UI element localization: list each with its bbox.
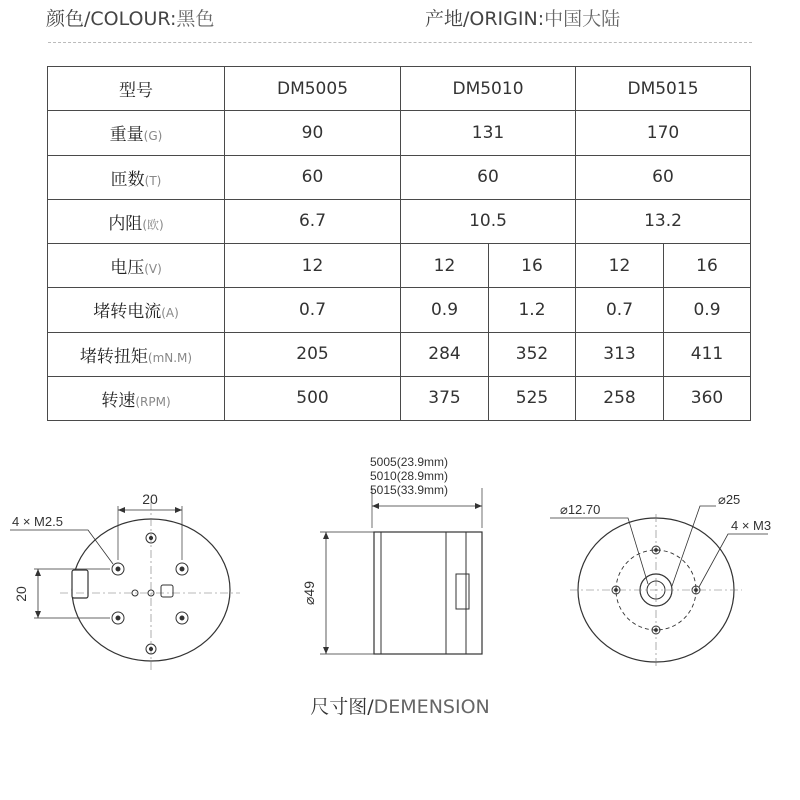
stall-current-label-text: 堵转电流: [93, 302, 162, 323]
speed-label: [48, 376, 225, 420]
table-row-model: [48, 67, 751, 111]
speed-cell: 375: [401, 376, 489, 420]
speed-cell: 500: [225, 376, 401, 420]
top-pcd-diameter: ⌀25: [718, 492, 741, 507]
bottom-holes: [112, 533, 188, 654]
weight-label-text: 重量: [109, 125, 144, 146]
table-row-resistance: [48, 199, 751, 243]
voltage-label: [48, 244, 225, 288]
side-view: [320, 488, 482, 654]
dimension-drawing: [0, 430, 800, 680]
origin-value: 中国大陆: [544, 8, 621, 30]
origin-label: 产地/ORIGIN:: [425, 8, 545, 30]
weight-cell: 131: [401, 111, 576, 155]
stall-torque-label: [48, 332, 225, 376]
speed-cell: 258: [576, 376, 664, 420]
speed-label-text: 转速: [101, 390, 136, 411]
voltage-unit: (V): [144, 262, 162, 277]
turns-label-text: 匝数: [110, 169, 145, 190]
stall-current-unit: (A): [161, 306, 179, 321]
table-row-weight: [48, 111, 751, 155]
voltage-label-text: 电压: [110, 258, 145, 279]
top-holes-label: 4 × M3: [731, 518, 772, 533]
side-length-0: 5005(23.9mm): [370, 455, 449, 469]
stall-current-label: [48, 288, 225, 332]
turns-label: [48, 155, 225, 199]
colour-info: [46, 4, 214, 31]
resistance-cell: 6.7: [225, 199, 401, 243]
model-label: 型号: [48, 67, 225, 111]
side-length-1: 5010(28.9mm): [370, 469, 449, 483]
resistance-unit: (欧): [142, 217, 164, 232]
stall-torque-unit: (mN.M): [147, 350, 193, 365]
caption-cn: 尺寸图/: [310, 696, 374, 718]
table-row-voltage: [48, 244, 751, 288]
voltage-cell: 16: [489, 244, 576, 288]
side-connector: [456, 574, 469, 609]
voltage-cell: 12: [225, 244, 401, 288]
voltage-cell: 12: [576, 244, 664, 288]
weight-cell: 170: [576, 111, 751, 155]
table-row-turns: [48, 155, 751, 199]
model-cell: DM5005: [225, 67, 401, 111]
voltage-cell: 12: [401, 244, 489, 288]
top-inner-diameter: ⌀12.70: [560, 502, 601, 517]
turns-cell: 60: [225, 155, 401, 199]
colour-value: 黑色: [176, 8, 215, 30]
stall-torque-cell: 205: [225, 332, 401, 376]
table-row-speed: [48, 376, 751, 420]
origin-info: [425, 4, 620, 31]
stall-torque-cell: 352: [489, 332, 576, 376]
weight-unit: (G): [143, 129, 163, 144]
stall-current-cell: 0.9: [664, 288, 751, 332]
caption-en: DEMENSION: [373, 696, 490, 718]
resistance-cell: 10.5: [401, 199, 576, 243]
stall-torque-cell: 284: [401, 332, 489, 376]
bottom-view-notch: [72, 570, 88, 598]
stall-torque-label-text: 堵转扭矩: [79, 346, 148, 367]
turns-cell: 60: [576, 155, 751, 199]
side-length-2: 5015(33.9mm): [370, 483, 449, 497]
header-divider: [48, 42, 752, 43]
dimension-caption: [0, 692, 800, 719]
bottom-spacing-top: 20: [142, 491, 158, 507]
voltage-cell: 16: [664, 244, 751, 288]
resistance-label-text: 内阻: [108, 213, 143, 234]
speed-unit: (RPM): [135, 394, 171, 409]
spec-table: [47, 66, 751, 421]
stall-current-cell: 0.7: [225, 288, 401, 332]
stall-torque-cell: 313: [576, 332, 664, 376]
speed-cell: 360: [664, 376, 751, 420]
colour-label: 颜色/COLOUR:: [46, 8, 177, 30]
speed-cell: 525: [489, 376, 576, 420]
stall-current-cell: 1.2: [489, 288, 576, 332]
weight-cell: 90: [225, 111, 401, 155]
stall-current-cell: 0.7: [576, 288, 664, 332]
stall-torque-cell: 411: [664, 332, 751, 376]
turns-unit: (T): [144, 173, 162, 188]
resistance-label: [48, 199, 225, 243]
table-row-stall-current: [48, 288, 751, 332]
model-cell: DM5010: [401, 67, 576, 111]
weight-label: [48, 111, 225, 155]
stall-current-cell: 0.9: [401, 288, 489, 332]
turns-cell: 60: [401, 155, 576, 199]
bottom-spacing-side: 20: [13, 586, 29, 602]
model-cell: DM5015: [576, 67, 751, 111]
table-row-stall-torque: [48, 332, 751, 376]
resistance-cell: 13.2: [576, 199, 751, 243]
side-diameter: ⌀49: [301, 580, 317, 606]
bottom-holes-label: 4 × M2.5: [12, 514, 63, 529]
